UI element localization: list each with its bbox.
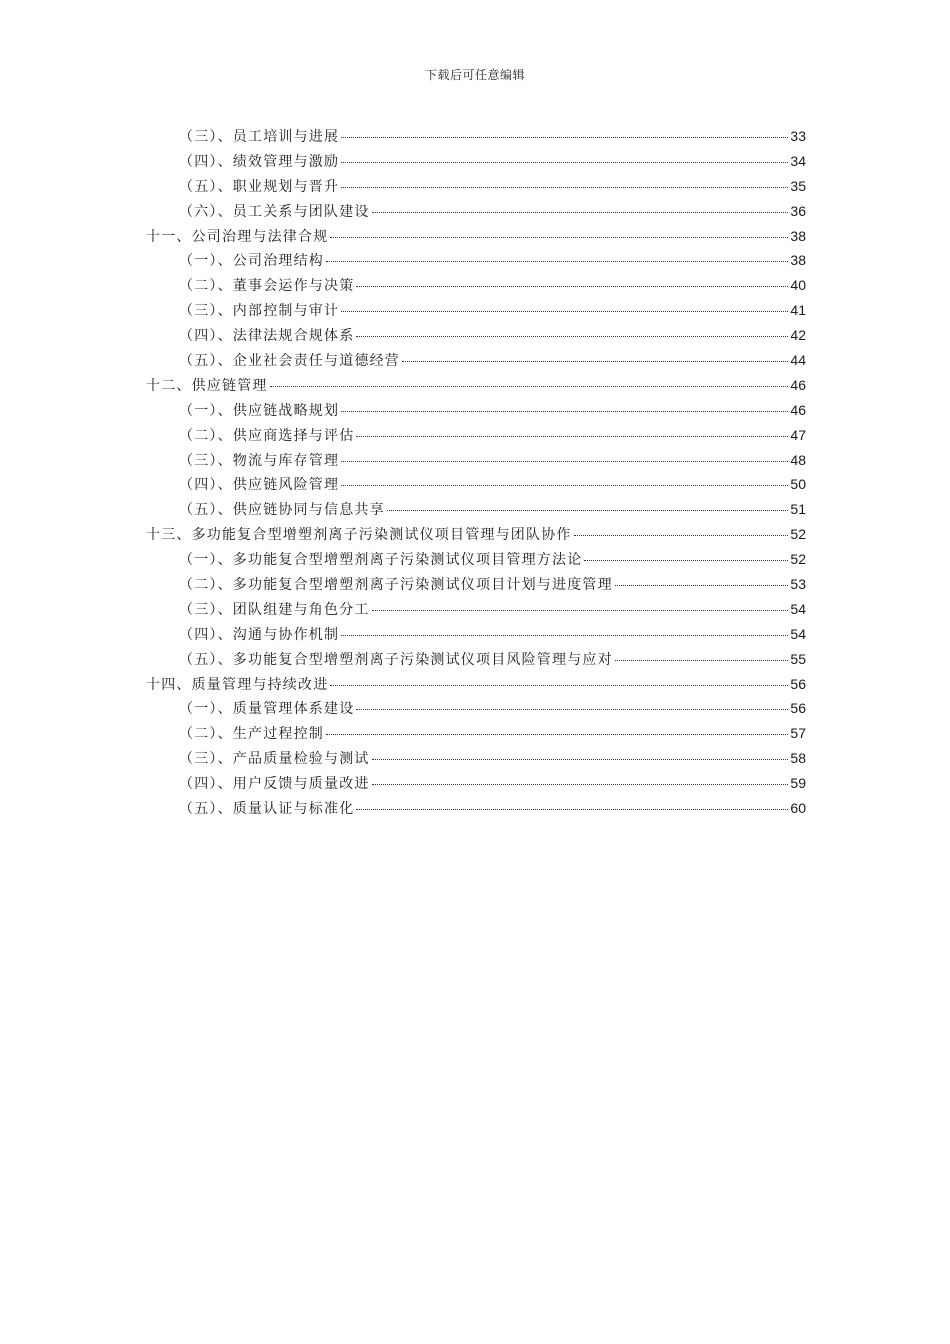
toc-entry-title: （二）、董事会运作与决策	[179, 278, 355, 295]
toc-dot-leader	[615, 585, 789, 586]
toc-entry[interactable]	[146, 425, 806, 450]
table-of-contents	[146, 126, 806, 823]
toc-entry[interactable]	[146, 450, 806, 475]
toc-entry[interactable]	[146, 599, 806, 624]
toc-dot-leader	[356, 809, 788, 810]
toc-entry-title: （一）、多功能复合型增塑剂离子污染测试仪项目管理方法论	[179, 552, 583, 569]
toc-entry[interactable]	[146, 250, 806, 275]
toc-dot-leader	[356, 709, 788, 710]
toc-entry-title: （四）、法律法规合规体系	[179, 328, 355, 345]
toc-dot-leader	[330, 685, 788, 686]
toc-dot-leader	[402, 361, 788, 362]
toc-entry-page-number: 44	[790, 352, 806, 369]
toc-entry-page-number: 54	[790, 600, 806, 617]
page-header: 下载后可任意编辑	[424, 68, 525, 82]
toc-entry[interactable]	[146, 126, 806, 151]
toc-entry-title: （四）、绩效管理与激励	[179, 153, 340, 170]
toc-entry-title: （一）、供应链战略规划	[179, 402, 340, 419]
toc-dot-leader	[341, 635, 788, 636]
toc-entry-title: （四）、用户反馈与质量改进	[179, 776, 370, 793]
toc-entry-page-number: 59	[790, 775, 806, 792]
toc-entry-page-number: 48	[790, 451, 806, 468]
toc-entry-title: （一）、质量管理体系建设	[179, 701, 355, 718]
toc-entry[interactable]	[146, 375, 806, 400]
toc-entry-title: （三）、产品质量检验与测试	[179, 751, 370, 768]
toc-entry-title: （六）、员工关系与团队建设	[179, 203, 370, 220]
toc-entry[interactable]	[146, 574, 806, 599]
toc-entry[interactable]	[146, 698, 806, 723]
toc-entry[interactable]	[146, 624, 806, 649]
toc-dot-leader	[356, 336, 788, 337]
toc-entry[interactable]	[146, 400, 806, 425]
toc-dot-leader	[372, 610, 789, 611]
toc-entry-page-number: 54	[790, 625, 806, 642]
toc-entry[interactable]	[146, 773, 806, 798]
toc-entry[interactable]	[146, 549, 806, 574]
toc-entry-title: （五）、企业社会责任与道德经营	[179, 353, 400, 370]
toc-entry-page-number: 51	[790, 501, 806, 518]
toc-dot-leader	[341, 485, 788, 486]
toc-entry-title: （五）、质量认证与标准化	[179, 801, 355, 818]
toc-entry[interactable]	[146, 674, 806, 699]
toc-dot-leader	[615, 660, 789, 661]
toc-entry-page-number: 35	[790, 177, 806, 194]
toc-entry[interactable]	[146, 748, 806, 773]
toc-dot-leader	[356, 436, 788, 437]
toc-entry[interactable]	[146, 226, 806, 251]
toc-entry-page-number: 47	[790, 426, 806, 443]
toc-entry-page-number: 60	[790, 800, 806, 817]
toc-entry[interactable]	[146, 474, 806, 499]
toc-entry-page-number: 46	[790, 376, 806, 393]
toc-entry[interactable]	[146, 300, 806, 325]
toc-entry-page-number: 36	[790, 202, 806, 219]
toc-entry-title: （二）、供应商选择与评估	[179, 427, 355, 444]
toc-entry-page-number: 52	[790, 551, 806, 568]
toc-entry-title: （三）、团队组建与角色分工	[179, 601, 370, 618]
toc-dot-leader	[341, 162, 788, 163]
toc-entry-title: （二）、生产过程控制	[179, 726, 324, 743]
toc-entry-page-number: 52	[790, 526, 806, 543]
toc-entry-title: （二）、多功能复合型增塑剂离子污染测试仪项目计划与进度管理	[179, 577, 613, 594]
toc-entry-page-number: 46	[790, 401, 806, 418]
toc-entry-page-number: 34	[790, 152, 806, 169]
toc-entry-page-number: 56	[790, 700, 806, 717]
toc-entry-page-number: 41	[790, 302, 806, 319]
toc-entry-page-number: 42	[790, 327, 806, 344]
toc-dot-leader	[372, 212, 789, 213]
toc-entry-title: （五）、职业规划与晋升	[179, 178, 340, 195]
toc-entry-page-number: 33	[790, 128, 806, 144]
toc-dot-leader	[341, 311, 788, 312]
toc-entry-title: （四）、沟通与协作机制	[179, 626, 340, 643]
toc-dot-leader	[341, 461, 788, 462]
toc-dot-leader	[372, 784, 789, 785]
toc-entry[interactable]	[146, 649, 806, 674]
toc-dot-leader	[372, 759, 789, 760]
toc-entry-page-number: 50	[790, 476, 806, 493]
toc-entry[interactable]	[146, 325, 806, 350]
toc-entry-page-number: 38	[790, 252, 806, 269]
toc-dot-leader	[341, 187, 788, 188]
toc-entry-page-number: 55	[790, 650, 806, 667]
toc-dot-leader	[341, 137, 788, 138]
toc-dot-leader	[341, 411, 788, 412]
toc-entry-title: （一）、公司治理结构	[179, 253, 324, 270]
toc-entry[interactable]	[146, 723, 806, 748]
toc-entry-title: （三）、内部控制与审计	[179, 303, 340, 320]
toc-entry-title: 十四、质量管理与持续改进	[146, 676, 329, 693]
toc-entry-page-number: 56	[790, 675, 806, 692]
toc-entry-title: （三）、物流与库存管理	[179, 452, 340, 469]
toc-entry-title: （五）、多功能复合型增塑剂离子污染测试仪项目风险管理与应对	[179, 651, 613, 668]
toc-entry-title: （四）、供应链风险管理	[179, 477, 340, 494]
toc-entry-page-number: 40	[790, 277, 806, 294]
toc-entry[interactable]	[146, 350, 806, 375]
toc-entry-page-number: 53	[790, 576, 806, 593]
toc-entry-page-number: 38	[790, 227, 806, 244]
toc-entry-title: 十三、多功能复合型增塑剂离子污染测试仪项目管理与团队协作	[146, 527, 572, 544]
toc-entry-page-number: 57	[790, 725, 806, 742]
toc-entry[interactable]	[146, 151, 806, 176]
toc-entry-title: （五）、供应链协同与信息共享	[179, 502, 385, 519]
toc-dot-leader	[356, 286, 788, 287]
toc-entry-title: 十二、供应链管理	[146, 377, 268, 394]
toc-entry-title: 十一、公司治理与法律合规	[146, 228, 329, 245]
toc-dot-leader	[584, 560, 788, 561]
toc-entry[interactable]	[146, 201, 806, 226]
toc-entry[interactable]	[146, 275, 806, 300]
toc-entry-title: （三）、员工培训与进展	[179, 129, 340, 145]
toc-entry-page-number: 58	[790, 750, 806, 767]
toc-dot-leader	[326, 261, 788, 262]
toc-dot-leader	[326, 734, 788, 735]
toc-entry[interactable]	[146, 499, 806, 524]
toc-dot-leader	[387, 510, 789, 511]
toc-entry[interactable]	[146, 176, 806, 201]
toc-dot-leader	[270, 386, 789, 387]
toc-dot-leader	[574, 535, 789, 536]
toc-entry[interactable]	[146, 798, 806, 823]
toc-dot-leader	[330, 237, 788, 238]
toc-entry[interactable]	[146, 524, 806, 549]
